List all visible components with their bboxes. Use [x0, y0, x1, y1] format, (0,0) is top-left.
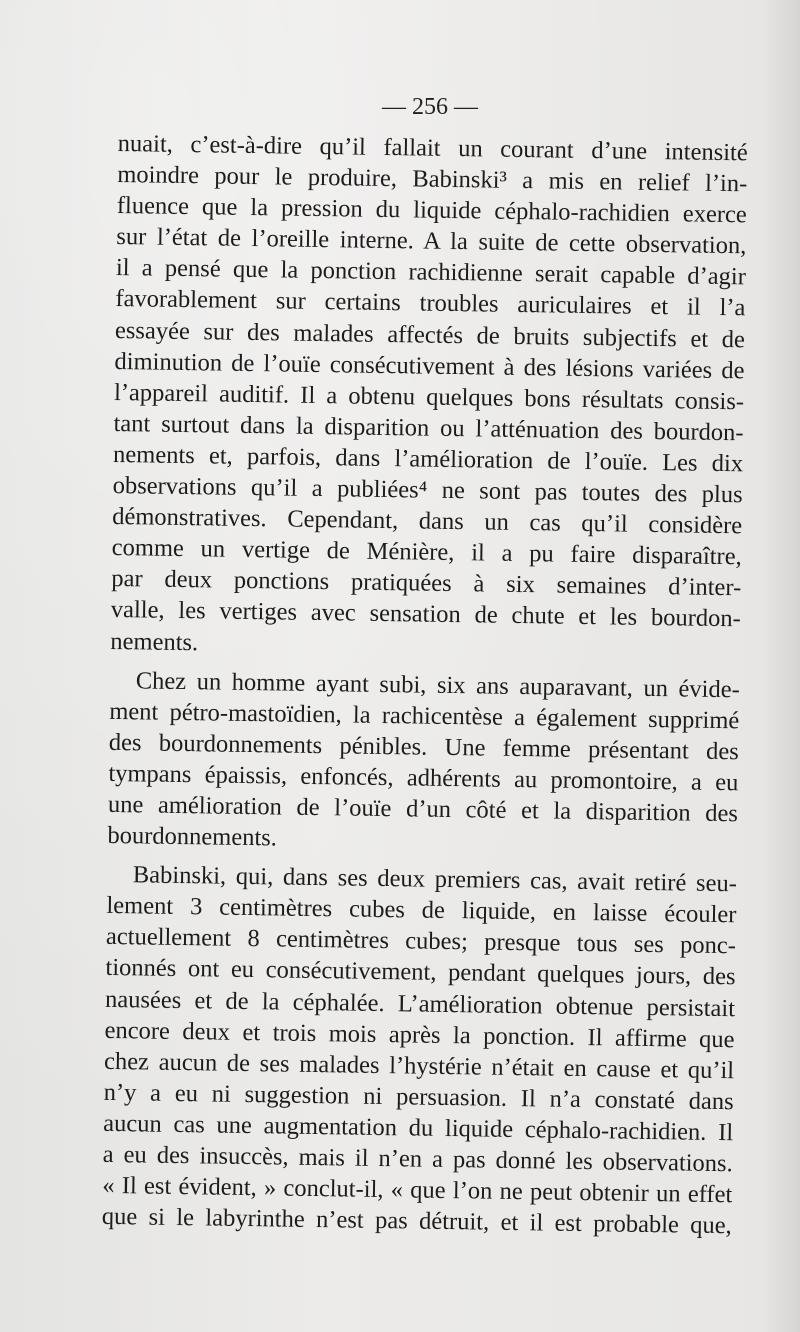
paragraph-3: [102, 859, 737, 1241]
text-line: chez aucun de ses malades l’hystérie n’était en cause et qu’il: [103, 1047, 735, 1084]
paragraph-2: [107, 665, 740, 861]
text-line: n’y a eu ni suggestion ni persuasion. Il n’a constaté dans: [103, 1078, 734, 1116]
text-line: bourdonnements.: [107, 821, 278, 852]
text-line: par deux ponctions pratiquées à six semaines d’inter-: [111, 565, 742, 602]
text-line: Chez un homme ayant subi, six ans auparavant, un évide-: [135, 666, 740, 703]
text-line: observations qu’il a publiées⁴ ne sont pas toutes des plus: [112, 471, 743, 509]
text-line: lement 3 centimètres cubes de liquide, en laisse écouler: [106, 892, 737, 929]
text-line: comme un vertige de Ménière, il a pu faire disparaître,: [111, 534, 742, 571]
text-line: valle, les vertiges avec sensation de chute et les bourdon-: [110, 596, 741, 633]
body-text: [102, 128, 748, 1242]
text-line: des bourdonnements pénibles. Une femme présentant des: [108, 728, 740, 766]
text-line: aucun cas une augmentation du liquide céphalo-rachidien. Il: [103, 1109, 734, 1147]
text-line: nements et, parfois, dans l’amélioration de l’ouïe. Les dix: [112, 440, 744, 478]
text-line: actuellement 8 centimètres cubes; presque tous ses ponc-: [105, 923, 737, 960]
page-number: — 256 —: [382, 94, 478, 120]
text-line: sur l’état de l’oreille interne. A la suite de cette observation,: [116, 223, 747, 260]
text-line: nements.: [110, 627, 199, 656]
text-line: tympans épaissis, enfoncés, adhérents au promontoire, a eu: [108, 759, 739, 797]
text-line: nausées et de la céphalée. L’amélioration obtenue persistait: [104, 985, 736, 1022]
text-line: favorablement sur certains troubles auriculaires et il l’a: [115, 285, 746, 322]
text-line: il a pensé que la ponction rachidienne serait capable d’agir: [115, 254, 747, 291]
text-line: fluence que la pression du liquide céphalo-rachidien exerce: [116, 192, 747, 229]
text-line: moindre pour le produire, Babinski³ a mis en relief l’in-: [117, 161, 748, 198]
text-line: ment pétro-mastoïdien, la rachicentèse a également supprimé: [109, 697, 740, 734]
text-line: diminution de l’ouïe consécutivement à des lésions variées de: [114, 347, 745, 384]
text-line: tant surtout dans la disparition ou l’atténuation des bourdon-: [113, 409, 744, 447]
text-line: encore deux et trois mois après la ponction. Il affirme que: [104, 1016, 735, 1053]
text-line: nuait, c’est-à-dire qu’il fallait un courant d’une intensité: [117, 129, 748, 167]
text-line: Babinski, qui, dans ses deux premiers cas, avait retiré seu-: [132, 861, 738, 898]
text-line: essayée sur des malades affectés de bruits subjectifs et de: [114, 316, 746, 353]
text-line: tionnés ont eu consécutivement, pendant quelques jours, des: [105, 954, 736, 991]
text-line: une amélioration de l’ouïe d’un côté et la disparition des: [107, 790, 739, 828]
paragraph-1: [110, 128, 748, 666]
text-line: l’appareil auditif. Il a obtenu quelques bons résultats consis-: [113, 378, 745, 416]
text-line: « Il est évident, » conclut-il, « que l’on ne peut obtenir un effet: [102, 1171, 733, 1209]
text-line: que si le labyrinthe n’est pas détruit, et il est probable que,: [101, 1203, 732, 1240]
text-line: démonstratives. Cependant, dans un cas qu’il considère: [112, 503, 743, 540]
text-line: a eu des insuccès, mais il n’en a pas donné les observations.: [102, 1140, 733, 1178]
